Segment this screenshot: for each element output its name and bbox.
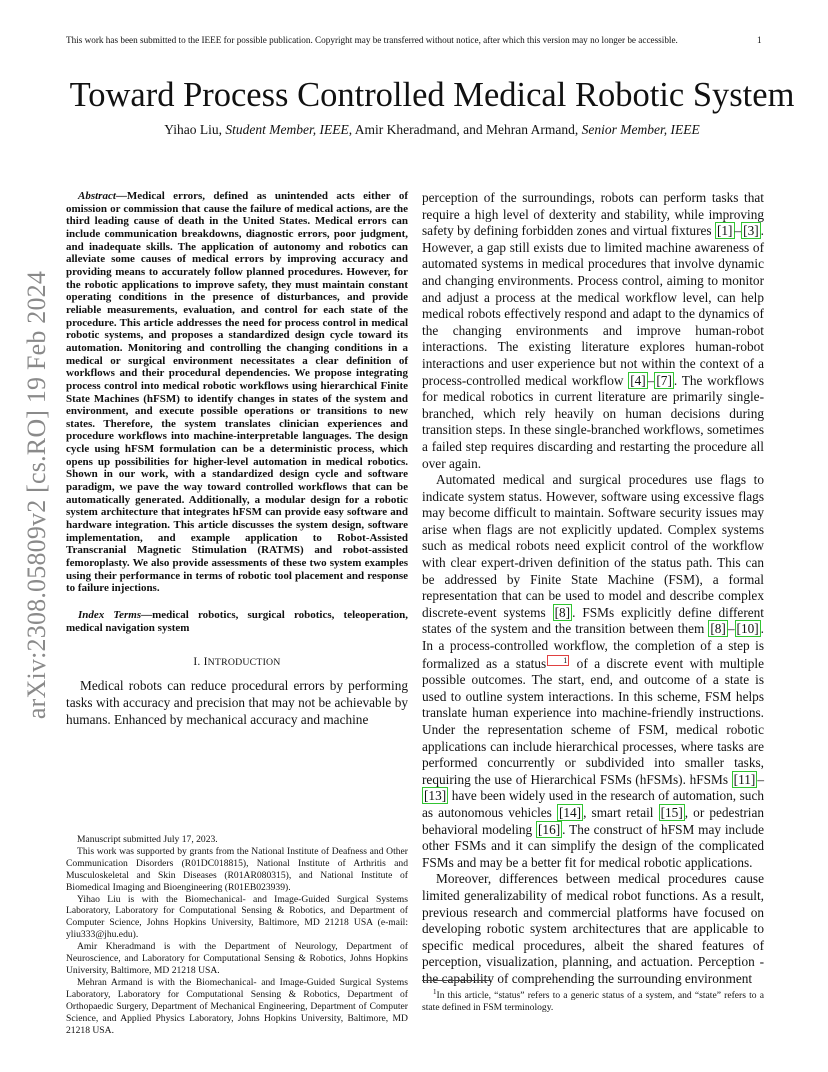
- body-paragraph: [422, 190, 764, 472]
- citation-link[interactable]: [10]: [736, 621, 759, 637]
- author-role: Senior Member, IEEE: [581, 122, 700, 137]
- section-name-rest: NTRODUCTION: [207, 657, 281, 669]
- footnote: This work was supported by grants from the National Institute of Deafness and Other Communication Disorders (R01DC018815), National Institute of Arthritis and Musculoskeletal and Skin Diseases (R01AR080315), and National Institute of Biomedical Imaging and Bioengineering (R01EB023939).: [66, 845, 408, 893]
- text-run: . FSMs explicitly define different states of the system and the transition between them: [422, 604, 765, 637]
- footnote-divider: [422, 980, 490, 981]
- text-run: Automated medical and surgical procedures use flags to indicate system status. However, software using excessive flags may become difficult to maintain. Software security issues may arise when flags are not explicitly updated. Complex systems such as medical robots need explicit control of the workflow with clear expert-driven definition of the status path. This can be addressed by Finite State Machine (FSM), a formal representation that can be used to model and describe complex discrete-event systems: [422, 472, 764, 620]
- footnote: [422, 986, 764, 1014]
- abstract-text: —Medical errors, defined as unintended acts either of omission or commission that cause the failure of medical actions, are the third leading cause of death in the United States. Medical errors can include communication breakdowns, diagnostic errors, poor judgment, and inadequate skills. The application of autonomy and robotics can alleviate some causes of medical errors by improving accuracy and providing means to accurately follow planned procedures. However, for the robotic applications to improve safety, they must maintain constant operating conditions in the presence of disturbances, and provide reliable measurements, evaluation, and control for each state of the procedure. This article addresses the need for process control in medical robotic systems, and proposes a standardized design cycle toward its automation. Monitoring and controlling the changing conditions in a medical or surgical environment necessitates a clear definition of workflows and their procedural dependencies. We propose integrating process control into medical robotic workflows using hierarchical Finite State Machines (hFSM) to identify changes in states of the system and environment, and execute possible operations or transitions to new states. Therefore, the system translates clinician experiences and procedure workflows into machine-interpretable languages. The design cycle using hFSM formulation can be a deterministic process, which opens up possibilities for higher-level automation in medical robotics. Shown in our work, with a standardized design cycle and software paradigm, we pave the way toward controlled workflows that can be automatically generated. Additionally, a modular design for a robotic system architecture that integrates hFSM can provide easy software and hardware integration. This article discusses the system design, software implementation, and example application to Robot-Assisted Transcranial Magnetic Stimulation (RATMS) and robot-assisted femoroplasty. We also provide assessments of these two system examples using their performance in terms of robotic tool placement and response to failure injections.: [66, 190, 408, 595]
- author-name: Yihao Liu,: [164, 122, 226, 137]
- page-number: 1: [757, 35, 762, 45]
- index-terms-text: —medical robotics, surgical robotics, teleoperation, medical navigation system: [66, 609, 408, 634]
- author-line: [0, 121, 828, 139]
- text-run: have been widely used in the research of automation, such as autonomous vehicles: [422, 788, 764, 820]
- arxiv-sidebar: [14, 270, 60, 720]
- footnote-text: In this article, “status” refers to a generic status of a system, and “state” refers to a state defined in FSM terminology.: [422, 990, 764, 1014]
- text-run: –: [727, 621, 735, 637]
- footnote: Mehran Armand is with the Biomechanical- and Image-Guided Surgical Systems Laboratory, Laboratory for Computational Sensing & Robotics, Department of Orthopaedic Surgery, Department of Mechanical Engineering, Department of Computer Science, and Applied Physics Laboratory, Johns Hopkins University, Baltimore, MD 21218 USA.: [66, 976, 408, 1036]
- abstract: [66, 190, 408, 595]
- author-role: Student Member, IEEE: [225, 122, 349, 137]
- left-footnotes: [66, 834, 408, 1036]
- citation-link[interactable]: [14]: [558, 804, 582, 820]
- index-terms-label: Index Terms: [78, 609, 142, 621]
- text-run: . However, a gap still exists due to limited machine awareness of automated systems in medical procedures that involve dynamic and changing environments. Process control, aiming to monitor and adjust a process at the medical workflow level, can help medical robots effectively respond and adapt to the dynamics of the changing environments and improve human-robot interactions. The existing literature explores human-robot interactions and user experience but not within the context of a process-controlled medical workflow: [422, 223, 764, 388]
- footnote-ref-link[interactable]: 1: [547, 655, 569, 666]
- section-name-initial: I: [203, 656, 208, 669]
- abstract-label: Abstract: [78, 190, 116, 202]
- intro-paragraph: Medical robots can reduce procedural errors by performing tasks with accuracy and precision that may not be achievable by humans. Enhanced by mechanical accuracy and machine: [66, 678, 408, 727]
- text-run: –: [757, 771, 764, 787]
- text-run: –: [647, 372, 655, 388]
- footnote: Amir Kheradmand is with the Department of Neurology, Department of Neuroscience, and Laboratory for Computational Sensing & Robotics, Johns Hopkins University, Baltimore, MD 21218 USA.: [66, 941, 408, 976]
- citation-link[interactable]: [1]: [716, 223, 733, 239]
- text-run: . The workflows for medical robotics in current literature are primarily single-branched, which rely heavily on human decisions during transition steps. In these single-branched workflows, sometimes a failed step requires discarding and restarting the procedure all over again.: [422, 372, 764, 471]
- text-run: . In a process-controlled workflow, the completion of a step is formalized as a status: [422, 621, 764, 671]
- text-run: perception of the surroundings, robots can perform tasks that require a high level of dexterity and stability, while improving safety by defining forbidden zones and virtual fixtures: [422, 190, 764, 239]
- citation-link[interactable]: [13]: [424, 788, 447, 804]
- citation-link[interactable]: [7]: [656, 372, 672, 388]
- section-heading: [66, 655, 408, 670]
- text-run: , or pedestrian behavioral modeling: [422, 804, 764, 837]
- left-column: [66, 190, 408, 728]
- body-paragraph: Moreover, differences between medical procedures cause limited generalizability of medical robot functions. As a result, previous research and commercial platforms have focused on developing robotic system architectures that are applicable to specific medical procedures, albeit the shared features of perception, visualization, planning, and actuation. Perception - the capability of comprehending the surrounding environment: [422, 871, 764, 986]
- citation-link[interactable]: [8]: [554, 604, 571, 620]
- citation-link[interactable]: [3]: [743, 223, 759, 239]
- text-run: , smart retail: [583, 804, 659, 820]
- index-terms: [66, 609, 408, 634]
- footnote-mark: 1: [433, 988, 437, 996]
- body-paragraph: [422, 472, 764, 871]
- citation-link[interactable]: [16]: [538, 821, 561, 837]
- text-run: of a discrete event with multiple possible outcomes. The start, end, and outcome of a state is used to outline system interactions. In this scheme, FSM helps translate human experience into machine-friendly instructions. Under the representation scheme of FSM, medical robotic applications can include hierarchical processes, where tasks are performed concurrently or subdivided into smaller tasks, requiring the use of Hierarchical FSMs (hFSMs). hFSMs: [422, 655, 764, 787]
- citation-link[interactable]: [4]: [630, 372, 646, 388]
- right-column: [422, 190, 764, 988]
- author-names: , Amir Kheradmand, and Mehran Armand,: [348, 122, 582, 137]
- citation-link[interactable]: [11]: [733, 771, 756, 787]
- running-header-note: This work has been submitted to the IEEE for possible publication. Copyright may be transferred without notice, after which this version may no longer be accessible.: [66, 35, 678, 45]
- footnote: Yihao Liu is with the Biomechanical- and Image-Guided Surgical Systems Laboratory, Laboratory for Computational Sensing & Robotics, and Department of Computer Science, Johns Hopkins University, Baltimore, MD 21218 USA (e-mail: yliu333@jhu.edu).: [66, 893, 408, 941]
- section-numeral: I.: [193, 656, 204, 669]
- footnote: Manuscript submitted July 17, 2023.: [77, 834, 218, 845]
- citation-link[interactable]: [15]: [660, 804, 683, 820]
- citation-link[interactable]: [8]: [710, 621, 726, 637]
- paper-title: Toward Process Controlled Medical Robotic System: [69, 76, 795, 114]
- text-run: –: [734, 223, 742, 239]
- arxiv-identifier: arXiv:2308.05809v2 [cs.RO] 19 Feb 2024: [22, 270, 51, 720]
- text-run: . The construct of hFSM may include other FSMs and it can simplify the design of the complicated FSMs and may be a better fit for medical robotic applications.: [422, 821, 764, 870]
